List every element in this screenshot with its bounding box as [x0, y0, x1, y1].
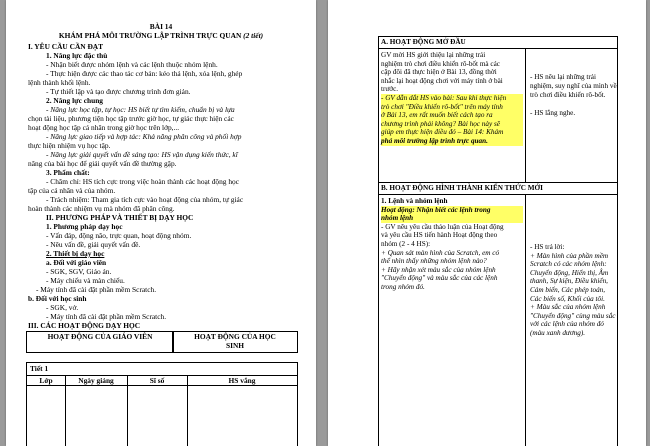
student-text-line: với các lệnh của nhóm đó — [530, 320, 604, 329]
section-b-teacher — [381, 197, 523, 292]
teacher-text-line: thể nhìn thấy những nhóm lệnh nào? — [381, 257, 487, 266]
teacher-text-line: trong nhóm đó. — [381, 282, 425, 291]
student-text-line: (màu xanh dương). — [530, 328, 586, 337]
teacher-text-line: 1. Lệnh và nhóm lệnh — [381, 197, 448, 205]
teacher-text-line: ở Bài 13, em rất muốn biết cách tạo ra — [381, 111, 523, 120]
body-line: - SGK, vở. — [46, 303, 79, 312]
col-absent: HS vắng — [228, 376, 256, 385]
teacher-text-line: trò chơi "Điều khiển rô-bốt" trên máy tính — [381, 103, 523, 112]
teacher-text-line: "Chuyển động" và màu sắc của các lệnh — [381, 274, 498, 283]
lesson-subtitle-text: KHÁM PHÁ MÔI TRƯỜNG LẬP TRÌNH TRỰC QUAN — [58, 31, 242, 40]
teacher-text-line: - GV nêu yêu cầu thảo luận của Hoạt động — [381, 222, 504, 231]
section-a-heading: A. HOẠT ĐỘNG MỞ ĐẦU — [381, 38, 466, 46]
body-line: - SGK, SGV, Giáo án. — [46, 267, 112, 276]
body-line: - Máy tính đã cài đặt phần mềm Scratch. — [36, 285, 157, 294]
body-line: - Năng lực giải quyết vấn đề sáng tạo: HS vận dụng kiến thức, kĩ — [46, 150, 238, 159]
section-b-heading: B. HOẠT ĐỘNG HÌNH THÀNH KIẾN THỨC MỚI — [381, 184, 543, 192]
teacher-text-line: nhóm (2 - 4 HS): — [381, 239, 431, 248]
teacher-text-line: nghiệm trò chơi điều khiển rô-bốt mà các — [381, 59, 500, 68]
body-line: III. CÁC HOẠT ĐỘNG DẠY HỌC — [28, 321, 141, 330]
teacher-text-line: + Quan sát màn hình của Scratch, em có — [381, 248, 500, 257]
activity-table — [378, 36, 618, 446]
section-b-student — [530, 243, 618, 338]
teacher-text-line: trước. — [381, 85, 399, 94]
body-line: 2. Thiết bị dạy học — [46, 249, 105, 258]
period-label: Tiết 1 — [30, 364, 49, 373]
body-line: - Trách nhiệm: Tham gia tích cực vào hoạt động của nhóm, tự giác — [46, 195, 244, 204]
body-line: thực hiện nhiệm vụ học tập. — [28, 141, 111, 150]
student-text-line: - HS trả lời: — [530, 243, 565, 251]
teacher-text-line: giúp em thực hiện điều đó – Bài 14: Khám — [381, 128, 523, 137]
teacher-text-line: GV mời HS giới thiệu lại những trải — [381, 51, 486, 59]
body-line: hoạt động học tập cá nhân trong giờ học trên lớp,... — [28, 123, 180, 132]
student-text-line: Scratch có các nhóm lệnh: — [530, 260, 607, 269]
body-line: chọn tài liệu, phương tiện học tập trước giờ học, tự giác thực hiện các — [28, 114, 234, 123]
teacher-text-line: nhóm lệnh — [381, 214, 523, 223]
student-text-line: thanh, Sự kiện, Điều khiển, — [530, 277, 608, 286]
col-date: Ngày giảng — [78, 376, 114, 385]
teacher-text-line: Hoạt động: Nhận biết các lệnh trong — [381, 206, 523, 215]
body-line: I. YÊU CẦU CẦN ĐẠT — [28, 42, 104, 51]
body-line: 1. Phương pháp dạy học — [46, 222, 123, 231]
body-line: - Năng lực học tập, tự học: HS biết tự tìm kiếm, chuẩn bị và lựa — [46, 105, 235, 114]
document-page-left — [6, 0, 316, 446]
body-line: II. PHƯƠNG PHÁP VÀ THIẾT BỊ DẠY HỌC — [46, 213, 194, 222]
table-header-teacher — [26, 331, 174, 353]
student-text-line: trò chơi điều khiển rô-bốt. — [530, 91, 606, 99]
body-line: - Nêu vấn đề, giải quyết vấn đề. — [46, 240, 141, 249]
student-text-line: - HS nêu lại những trải — [530, 73, 596, 81]
body-line: hoàn thành các nhiệm vụ mà nhóm đã phân công. — [28, 204, 175, 213]
table-header-teacher-label: HOẠT ĐỘNG CỦA GIÁO VIÊN — [47, 332, 153, 341]
body-line: - Vấn đáp, động não, trực quan, hoạt động nhóm. — [46, 231, 192, 240]
body-line: - Năng lực giao tiếp và hợp tác: Khả năng phân công và phối hợp — [46, 132, 242, 141]
col-count: Sĩ số — [149, 376, 165, 385]
teacher-text-line: cặp đôi đã thực hiện ở Bài 13, đồng thời — [381, 68, 497, 77]
student-text-line: - HS lắng nghe. — [530, 109, 576, 117]
student-text-line: Chuyển động, Hiển thị, Âm — [530, 268, 609, 277]
student-text-line: Cảm biến, Các phép toán, — [530, 285, 606, 294]
table-header-student — [172, 331, 298, 353]
body-line: lệnh thành khối lệnh. — [28, 78, 91, 87]
body-line: - Máy tính đã cài đặt phần mềm Scratch. — [46, 312, 167, 321]
teacher-text-line: phá môi trường lập trình trực quan. — [381, 137, 523, 146]
body-line: b. Đối với học sinh — [28, 294, 87, 303]
table-header-student-line1: HOẠT ĐỘNG CỦA HỌC — [194, 332, 276, 341]
body-line: - Chăm chỉ: HS tích cực trong việc hoàn thành các hoạt động học — [46, 177, 240, 186]
lesson-subtitle — [6, 31, 316, 40]
body-line: tập của cá nhân và của nhóm. — [28, 186, 116, 195]
body-line: 2. Năng lực chung — [46, 96, 103, 105]
body-line: - Tự thiết lập và tạo được chương trình đơn giản. — [46, 87, 191, 96]
student-text-line: nghiệm, suy nghĩ của mình về — [530, 82, 617, 90]
body-line: - Máy chiếu và màn chiếu. — [46, 276, 125, 285]
body-line: 1. Năng lực đặc thù — [46, 51, 108, 60]
table-header-student-line2: SINH — [225, 341, 245, 350]
attendance-table — [26, 362, 298, 446]
student-text-line: "Chuyển động" cùng màu sắc — [530, 311, 616, 320]
body-line: năng của bài học để giải quyết vấn đề thường gặp. — [28, 159, 177, 168]
body-line: a. Đối với giáo viên — [46, 258, 107, 267]
teacher-text-line: + Hãy nhận xét màu sắc của nhóm lệnh — [381, 265, 496, 274]
col-class: Lớp — [39, 376, 53, 385]
student-text-line: + Màu sắc của nhóm lệnh — [530, 303, 606, 312]
lesson-subtitle-time: (2 tiết) — [243, 31, 264, 40]
teacher-text-line: - GV dẫn dắt HS vào bài: Sau khi thực hiện — [381, 94, 523, 103]
section-a-teacher — [381, 51, 523, 146]
document-page-right — [328, 0, 646, 446]
body-line: - Nhận biết được nhóm lệnh và các lệnh thuộc nhóm lệnh. — [46, 60, 218, 69]
teacher-text-line: và yêu cầu HS tiến hành Hoạt động theo — [381, 231, 498, 240]
teacher-text-line: chương trình phải không? Bài học này sẽ — [381, 120, 523, 129]
body-line: - Thực hiện được các thao tác cơ bản: kéo thả lệnh, xóa lệnh, ghép — [46, 69, 243, 78]
student-text-line: + Màn hình của phần mềm — [530, 251, 609, 260]
lesson-title: BÀI 14 — [149, 22, 173, 31]
teacher-text-line: nhắc lại hoạt động chơi với máy tính ở bài — [381, 76, 503, 85]
student-text-line: Các biến số, Khối của tôi. — [530, 294, 605, 303]
body-line: 3. Phẩm chất: — [46, 168, 90, 177]
